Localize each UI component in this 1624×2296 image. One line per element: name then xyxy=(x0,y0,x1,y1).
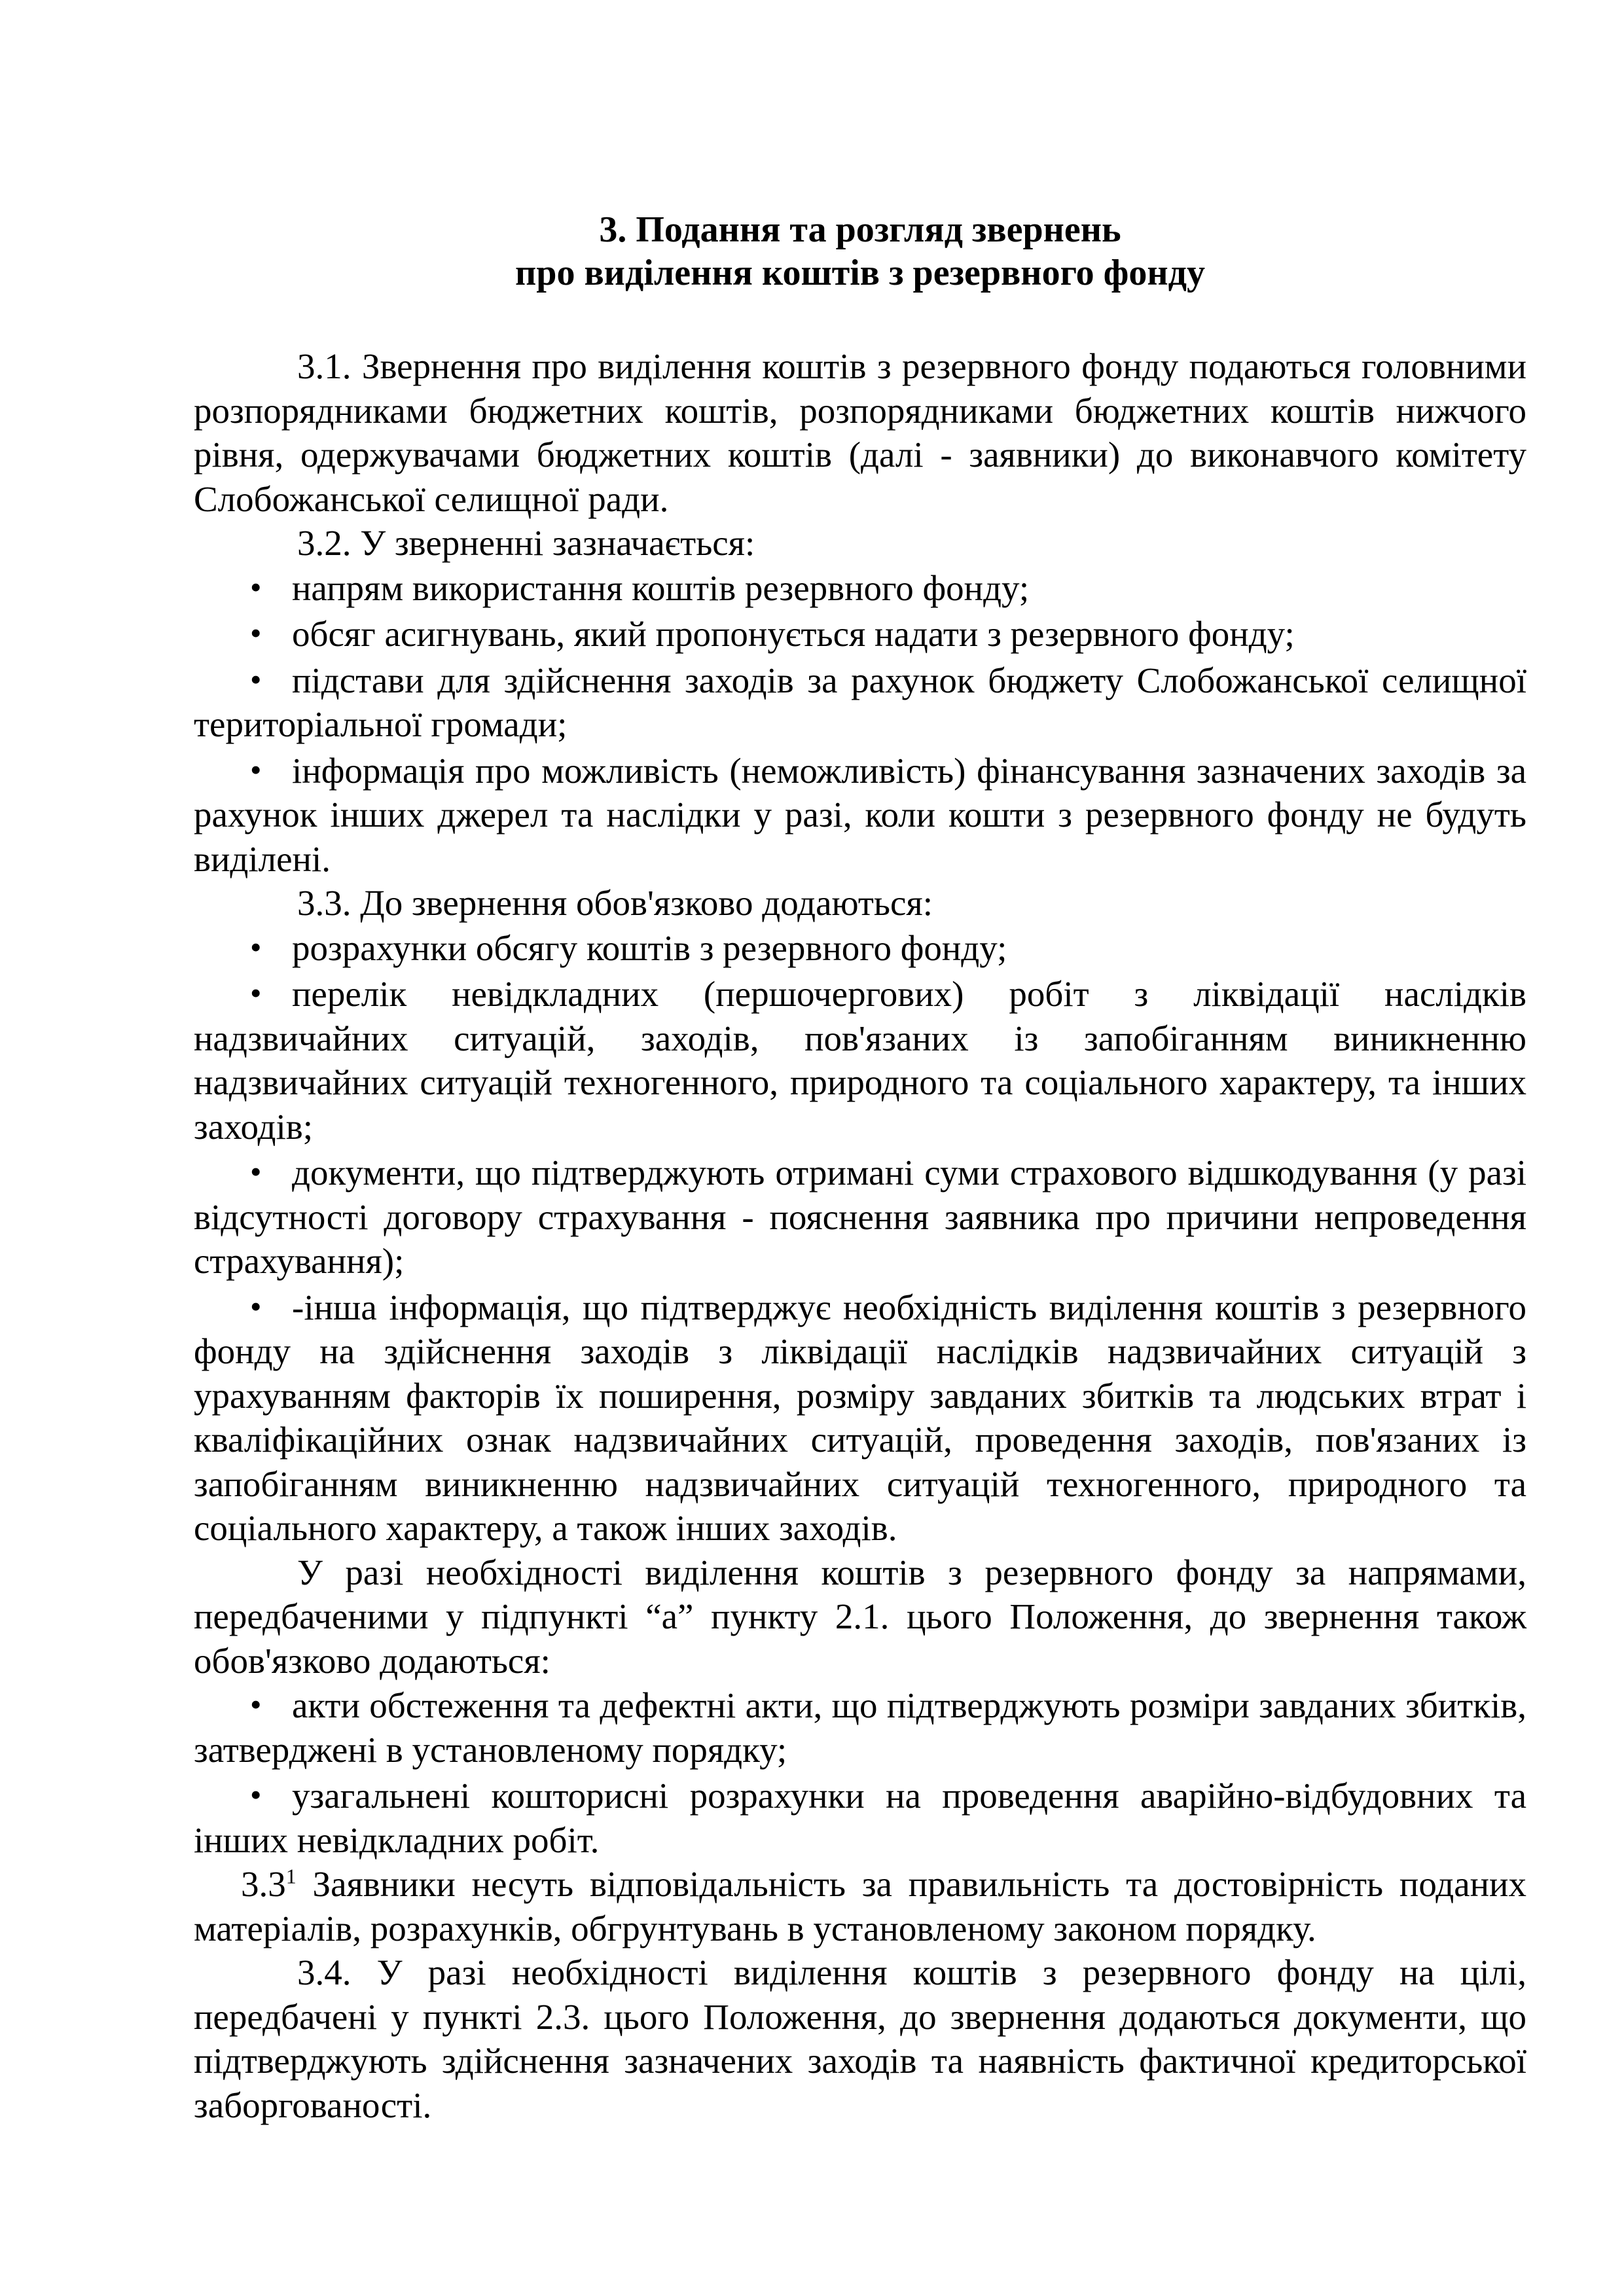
section-title-line-1: 3. Подання та розгляд звернень xyxy=(599,209,1121,250)
list-item: • документи, що підтверджують отримані суми страхового відшкодування (у разі відсутності договору страхування - пояснення заявника про причини непроведення страхування); xyxy=(194,1150,1526,1283)
list-item: • інформація про можливість (неможливість) фінансування зазначених заходів за рахунок інших джерел та наслідки у разі, коли кошти з резервного фонду не будуть виділені. xyxy=(194,748,1526,882)
list-item: • -інша інформація, що підтверджує необхідність виділення коштів з резервного фонду на здійснення заходів з ліквідації наслідків надзвичайних ситуацій з урахуванням факторів їх поширення, розміру завданих збитків та людських втрат і кваліфікаційних ознак надзвичайних ситуацій, проведення заходів, пов'язаних із запобіганням виникненню надзвичайних ситуацій техногенного, природного та соціального характеру, а також інших заходів. xyxy=(194,1285,1526,1551)
list-item: • підстави для здійснення заходів за рахунок бюджету Слобожанської селищної територіальної громади; xyxy=(194,658,1526,747)
paragraph-3-3-1: $3.3^1$ Заявники несуть відповідальність за правильність та достовірність поданих матеріалів, розрахунків, обгрунтувань в установленому законом порядку. xyxy=(194,1864,1526,1948)
section-title xyxy=(194,208,1526,295)
bullet-icon: • xyxy=(250,1287,262,1325)
list-item: • обсяг асигнувань, який пропонується надати з резервного фонду; xyxy=(194,611,1526,656)
paragraph-3-4: 3.4. У разі необхідності виділення коштів з резервного фонду на цілі, передбачені у пункті 2.3. цього Положення, до звернення додаються документи, що підтверджують здійснення зазначених заходів та наявність фактичної кредиторської заборгованості. xyxy=(194,1952,1526,2125)
paragraph-3-2: 3.2. У зверненні зазначається: xyxy=(297,523,755,563)
paragraph-3-1: 3.1. Звернення про виділення коштів з резервного фонду подаються головними розпорядниками бюджетних коштів, розпорядниками бюджетних коштів нижчого рівня, одержувачами бюджетних коштів (далі - заявники) до виконавчого комітету Слобожанської селищної ради. xyxy=(194,346,1526,519)
section-title-line-2: про виділення коштів з резервного фонду xyxy=(515,253,1205,293)
list-item: • перелік невідкладних (першочергових) робіт з ліквідації наслідків надзвичайних ситуацій, заходів, пов'язаних із запобіганням виникненню надзвичайних ситуацій техногенного, природного та соціального характеру, та інших заходів; xyxy=(194,971,1526,1149)
bullet-icon: • xyxy=(250,1153,262,1190)
bullet-icon: • xyxy=(250,1776,262,1813)
list-item: • напрям використання коштів резервного фонду; xyxy=(194,565,1526,611)
bullet-icon: • xyxy=(250,751,262,788)
list-item: • узагальнені кошторисні розрахунки на проведення аварійно-відбудовних та інших невідкладних робіт. xyxy=(194,1773,1526,1862)
paragraph-3-3-extra: У разі необхідності виділення коштів з резервного фонду за напрямами, передбаченими у підпункті “а” пункту 2.1. цього Положення, до звернення також обов'язково додаються: xyxy=(194,1552,1526,1681)
bullet-icon: • xyxy=(250,568,262,605)
paragraph-3-3: 3.3. До звернення обов'язково додаються: xyxy=(297,883,933,923)
bullet-icon: • xyxy=(250,1686,262,1723)
list-item: • акти обстеження та дефектні акти, що підтверджують розміри завданих збитків, затверджені в установленому порядку; xyxy=(194,1683,1526,1772)
bullet-icon: • xyxy=(250,928,262,965)
bullet-icon: • xyxy=(250,615,262,651)
bullet-icon: • xyxy=(250,975,262,1011)
bullet-icon: • xyxy=(250,660,262,698)
list-item: • розрахунки обсягу коштів з резервного фонду; xyxy=(194,925,1526,971)
document-page xyxy=(194,208,1526,2127)
